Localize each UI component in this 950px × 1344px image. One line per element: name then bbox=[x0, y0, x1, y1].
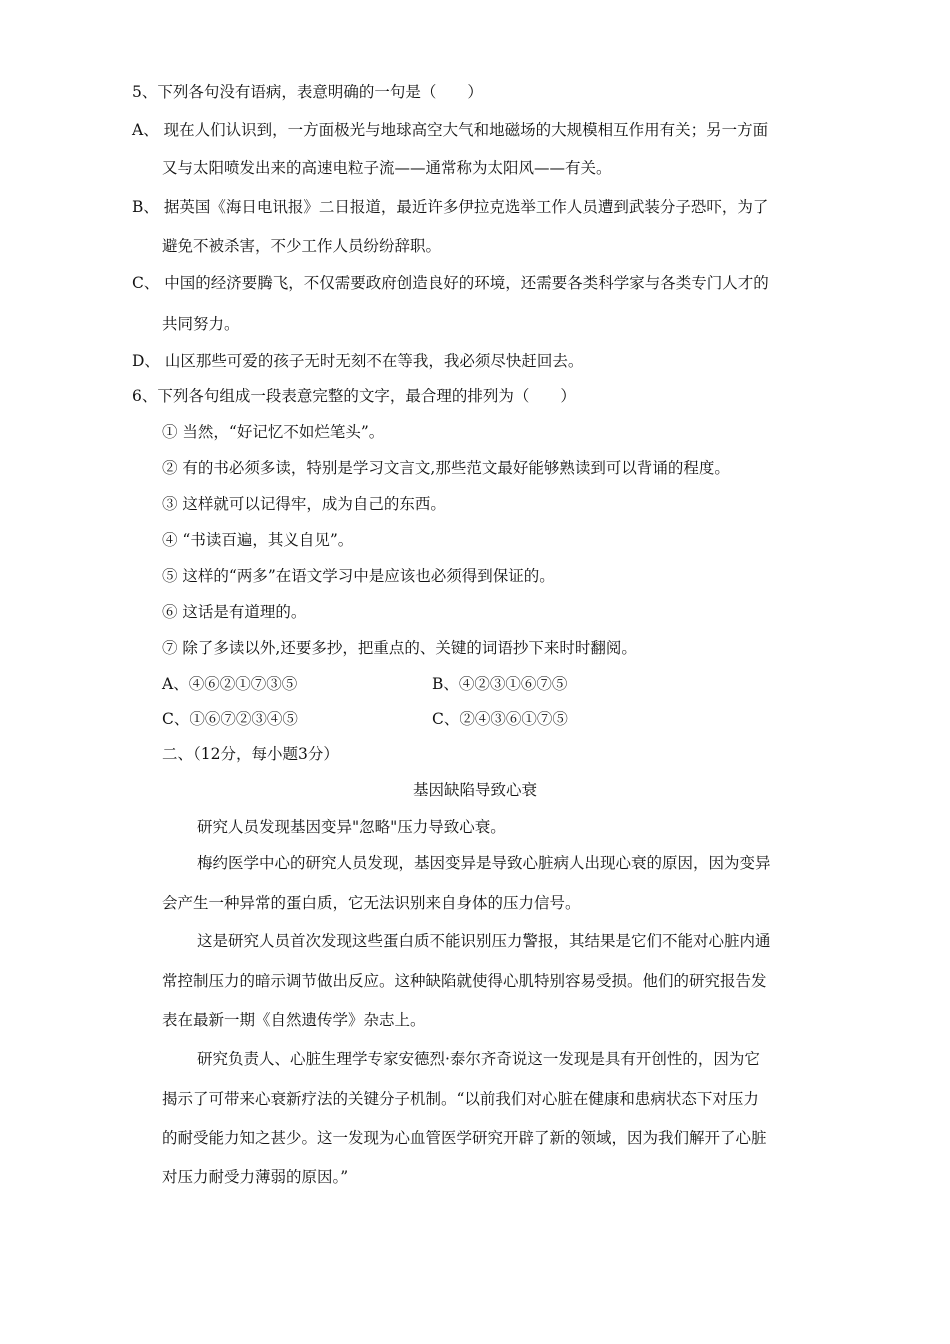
q6-option: A、④⑥②①⑦③⑤ bbox=[162, 675, 298, 693]
q6-item: ① 当然，“好记忆不如烂笔头”。 bbox=[162, 423, 385, 441]
passage-line: 的耐受能力知之甚少。这一发现为心血管医学研究开辟了新的领域，因为我们解开了心脏 bbox=[162, 1129, 767, 1147]
q5-option-b-line1: B、 据英国《海日电讯报》二日报道，最近许多伊拉克选举工作人员遭到武装分子恐吓，为了 bbox=[132, 198, 769, 216]
q5-option-a-line1: A、 现在人们认识到，一方面极光与地球高空大气和地磁场的大规模相互作用有关；另一方面 bbox=[132, 121, 769, 139]
q5-option-c-line1: C、 中国的经济要腾飞，不仅需要政府创造良好的环境，还需要各类科学家与各类专门人才的 bbox=[132, 274, 769, 292]
q6-item: ⑤ 这样的“两多”在语文学习中是应该也必须得到保证的。 bbox=[162, 567, 555, 585]
passage-line: 这是研究人员首次发现这些蛋白质不能识别压力警报，其结果是它们不能对心脏内通 bbox=[197, 932, 771, 950]
passage-line: 研究人员发现基因变异"忽略"压力导致心衰。 bbox=[197, 818, 506, 836]
q6-item: ⑥ 这话是有道理的。 bbox=[162, 603, 307, 621]
q6-option: C、①⑥⑦②③④⑤ bbox=[162, 710, 298, 728]
q6-item: ⑦ 除了多读以外,还要多抄，把重点的、关键的词语抄下来时时翻阅。 bbox=[162, 639, 637, 657]
q6-item: ④ “书读百遍，其义自见”。 bbox=[162, 531, 354, 549]
passage-title: 基因缺陷导致心衰 bbox=[412, 781, 537, 799]
q6-item: ② 有的书必须多读，特别是学习文言文,那些范文最好能够熟读到可以背诵的程度。 bbox=[162, 459, 730, 477]
passage-line: 对压力耐受力薄弱的原因。” bbox=[162, 1168, 349, 1186]
passage-line: 表在最新一期《自然遗传学》杂志上。 bbox=[162, 1011, 426, 1029]
q5-stem: 5、下列各句没有语病，表意明确的一句是（ ） bbox=[132, 83, 483, 101]
q6-option: B、④②③①⑥⑦⑤ bbox=[432, 675, 568, 693]
q6-item: ③ 这样就可以记得牢，成为自己的东西。 bbox=[162, 495, 446, 513]
q5-option-b-line2: 避免不被杀害，不少工作人员纷纷辞职。 bbox=[162, 237, 442, 255]
passage-line: 揭示了可带来心衰新疗法的关键分子机制。“以前我们对心脏在健康和患病状态下对压力 bbox=[162, 1090, 759, 1108]
section-2-header: 二、（12分，每小题3分） bbox=[162, 745, 339, 763]
passage-line: 会产生一种异常的蛋白质，它无法识别来自身体的压力信号。 bbox=[162, 894, 581, 912]
q5-option-a-line2: 又与太阳喷发出来的高速电粒子流——通常称为太阳风——有关。 bbox=[162, 159, 612, 177]
q5-option-c-line2: 共同努力。 bbox=[162, 315, 240, 333]
q5-option-d: D、 山区那些可爱的孩子无时无刻不在等我，我必须尽快赶回去。 bbox=[132, 352, 584, 370]
q6-stem: 6、下列各句组成一段表意完整的文字，最合理的排列为（ ） bbox=[132, 387, 576, 405]
passage-line: 梅约医学中心的研究人员发现，基因变异是导致心脏病人出现心衰的原因，因为变异 bbox=[197, 854, 771, 872]
passage-line: 研究负责人、心脏生理学专家安德烈·泰尔齐奇说这一发现是具有开创性的，因为它 bbox=[197, 1050, 760, 1068]
passage-line: 常控制压力的暗示调节做出反应。这种缺陷就使得心肌特别容易受损。他们的研究报告发 bbox=[162, 972, 767, 990]
q6-option: C、②④③⑥①⑦⑤ bbox=[432, 710, 568, 728]
